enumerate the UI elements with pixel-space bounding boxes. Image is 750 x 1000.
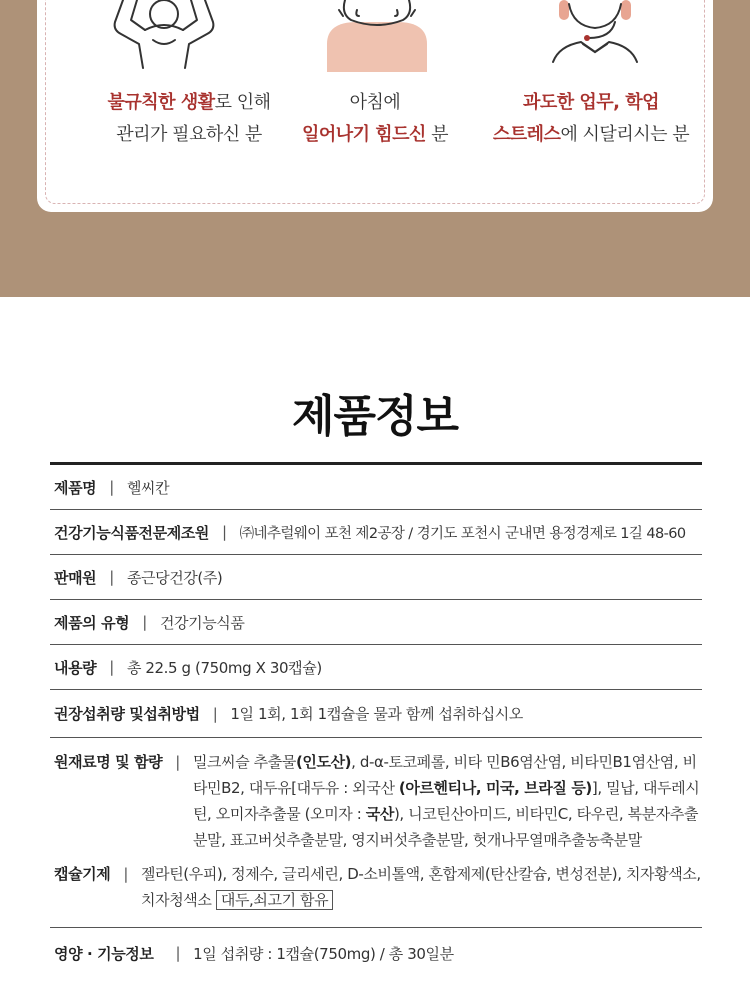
target-caption-3 <box>476 87 706 151</box>
row-label: 내용량 <box>54 658 97 677</box>
allergy-badge: 대두,쇠고기 함유 <box>216 890 333 910</box>
row-separator: | <box>175 944 181 962</box>
target-caption-2 <box>260 87 490 151</box>
caption-text: 에 시달리시는 분 <box>560 124 690 145</box>
person-headset-icon <box>545 0 645 72</box>
info-row-ingredients <box>50 738 702 857</box>
row-label: 판매원 <box>54 568 97 587</box>
row-label: 권장섭취량 및섭취방법 <box>54 705 200 723</box>
info-row-type <box>50 600 702 645</box>
ingredient-text: , d-α-토코페롤, 비타 민B6염산염, 비타민B1염산염, 비타민B2, 대두유[대두유 : 외국산 <box>192 753 697 797</box>
row-label: 건강기능식품전문제조원 <box>54 523 209 542</box>
caption-text: 관리가 필요하신 분 <box>116 124 262 145</box>
row-value: 총 22.5 g (750mg X 30캡슐) <box>126 658 322 677</box>
info-row-manufacturer <box>50 510 702 555</box>
ingredient-text: ), 니코틴산아미드, 비타민C, 타우린, 복분자추출 분말, 표고버섯추출분말, 영지버섯추출분말, 헛개나무열매추출농축분말 <box>192 805 699 849</box>
sleepy-person-icon <box>325 0 429 72</box>
caption-highlight: 불규칙한 생활 <box>107 92 215 113</box>
caption-highlight: 과도한 업무, 학업 <box>522 92 660 113</box>
row-value: 건강기능식품 <box>159 613 245 632</box>
row-value: 1일 1회, 1회 1캡슐을 물과 함께 섭취하십시오 <box>230 705 523 723</box>
info-row-name <box>50 465 702 510</box>
ingredient-origin: (인도산) <box>295 753 352 771</box>
ingredient-text: ], 밀납, 대두레시틴, 오미자추출물 (오미자 : <box>192 779 700 823</box>
row-label: 제품명 <box>54 478 97 497</box>
caption-text: 로 인해 <box>214 92 271 113</box>
row-value: 종근당건강(주) <box>126 568 223 587</box>
row-separator: | <box>212 704 218 723</box>
capsule-text: 젤라틴(우피), 정제수, 글리세린, D-소비톨액, 혼합제제(탄산칼슘, 변성전분), 치자황색소, 치자청색소 <box>141 865 701 909</box>
product-info-table <box>50 462 702 978</box>
row-value <box>193 749 702 853</box>
row-separator: | <box>123 865 129 883</box>
row-label: 캡슐기제 <box>54 865 111 883</box>
row-separator: | <box>109 658 114 676</box>
row-label: 영양 · 기능정보 <box>54 944 154 963</box>
caption-text: 아침에 <box>349 92 401 113</box>
ingredient-text: 밀크씨슬 추출물 <box>192 753 296 771</box>
info-row-nutrition <box>50 928 702 978</box>
info-row-dosage <box>50 690 702 738</box>
ingredient-origin: (아르헨티나, 미국, 브라질 등) <box>398 779 592 797</box>
row-separator: | <box>109 568 114 586</box>
caption-highlight: 일어나기 힘드신 <box>301 124 426 145</box>
row-value <box>141 861 702 913</box>
info-row-capsule <box>50 857 702 928</box>
row-value: ㈜네추럴웨이 포천 제2공장 / 경기도 포천시 군내면 용정경제로 1길 48-60 <box>239 525 686 542</box>
row-label: 원재료명 및 함량 <box>54 753 163 771</box>
row-value: 헬씨칸 <box>126 478 170 497</box>
caption-highlight: 스트레스 <box>492 124 561 145</box>
row-separator: | <box>142 613 147 631</box>
person-arms-up-icon <box>109 0 219 70</box>
ingredient-origin: 국산 <box>365 805 394 823</box>
caption-text: 분 <box>425 124 449 145</box>
row-value: 1일 섭취량 : 1캡슐(750mg) / 총 30일분 <box>193 944 454 963</box>
target-card <box>37 0 713 212</box>
row-separator: | <box>109 478 114 496</box>
row-separator: | <box>222 523 227 541</box>
row-separator: | <box>175 753 180 771</box>
info-row-content <box>50 645 702 690</box>
row-label: 제품의 유형 <box>54 613 130 632</box>
target-banner <box>0 0 750 297</box>
info-row-seller <box>50 555 702 600</box>
section-title: 제품정보 <box>291 391 458 442</box>
